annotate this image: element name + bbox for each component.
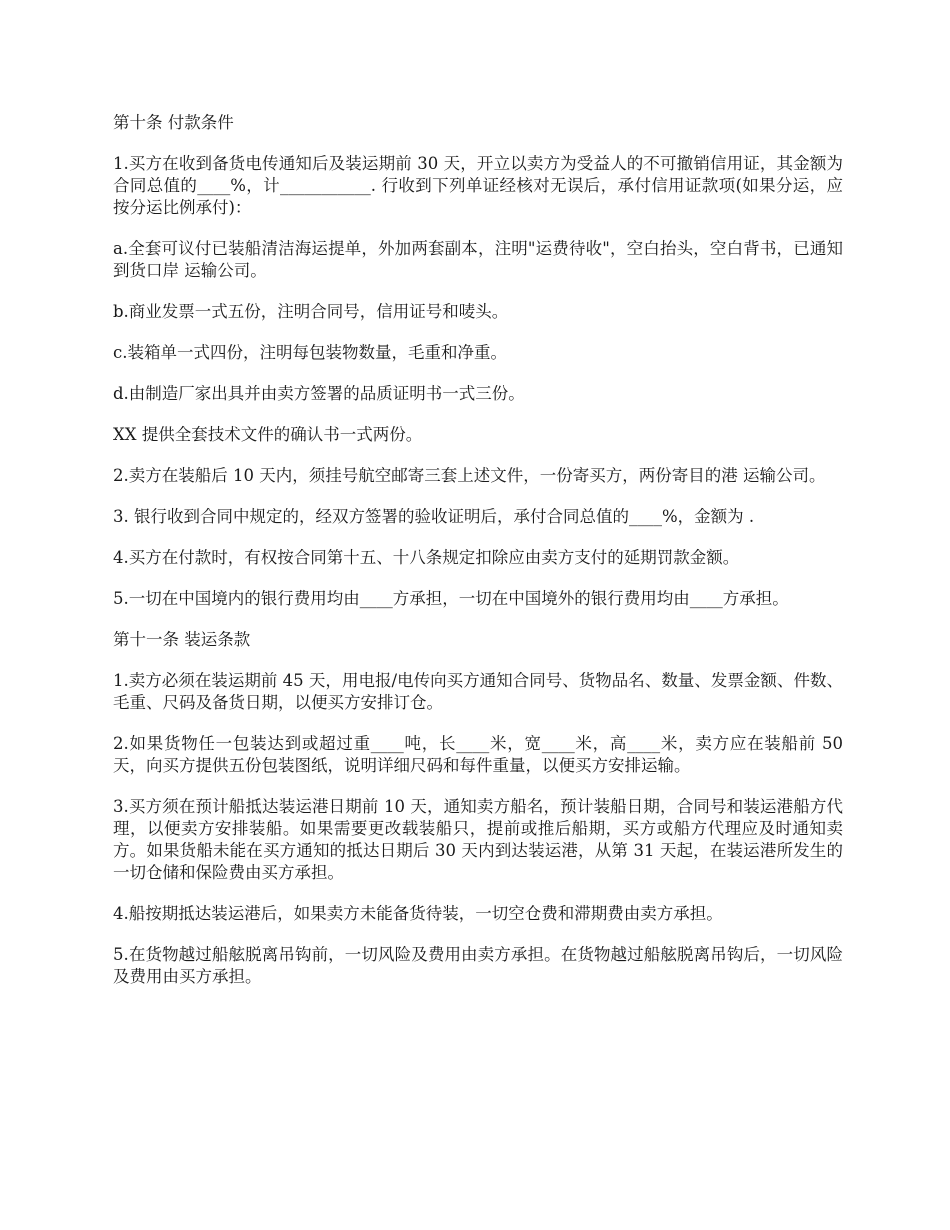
section-heading-article-11: 第十一条 装运条款 bbox=[113, 630, 251, 649]
section-heading-article-10: 第十条 付款条件 bbox=[113, 113, 234, 132]
paragraph-payment-d: d.由制造厂家出具并由卖方签署的品质证明书一式三份。 bbox=[113, 384, 525, 403]
paragraph-payment-1: 1.买方在收到备货电传通知后及装运期前 30 天，开立以卖方为受益人的不可撤销信用证，其金额为合同总值的____%，计___________. 行收到下列单证经核对无误后，承付信用证款项(如果分运，应按分运比例承付)： bbox=[113, 154, 843, 217]
paragraph-shipping-2: 2.如果货物任一包装达到或超过重____吨，长____米，宽____米，高____米，卖方应在装船前 50 天，向买方提供五份包装图纸，说明详细尺码和每件重量，以便买方安排运输。 bbox=[113, 734, 843, 775]
paragraph-payment-2: 2.卖方在装船后 10 天内，须挂号航空邮寄三套上述文件，一份寄买方，两份寄目的港 运输公司。 bbox=[113, 466, 826, 485]
paragraph-payment-a: a.全套可议付已装船清洁海运提单，外加两套副本，注明"运费待收"，空白抬头，空白背书，已通知到货口岸 运输公司。 bbox=[113, 239, 843, 280]
paragraph-payment-5: 5.一切在中国境内的银行费用均由____方承担，一切在中国境外的银行费用均由____方承担。 bbox=[113, 589, 789, 608]
paragraph-shipping-5: 5.在货物越过船舷脱离吊钩前，一切风险及费用由卖方承担。在货物越过船舷脱离吊钩后，一切风险及费用由买方承担。 bbox=[113, 945, 843, 986]
paragraph-payment-xx: XX 提供全套技术文件的确认书一式两份。 bbox=[113, 425, 423, 444]
paragraph-shipping-3: 3.买方须在预计船抵达装运港日期前 10 天，通知卖方船名，预计装船日期，合同号和装运港船方代理，以便卖方安排装船。如果需要更改载装船只，提前或推后船期，买方或船方代理应及时通知卖方。如果货船未能在买方通知的抵达日期后 30 天内到达装运港，从第 31 天起，在装运港所发生的一切仓储和保险费由买方承担。 bbox=[113, 797, 843, 882]
paragraph-payment-b: b.商业发票一式五份，注明合同号，信用证号和唛头。 bbox=[113, 302, 509, 321]
paragraph-payment-c: c.装箱单一式四份，注明每包装物数量，毛重和净重。 bbox=[113, 343, 507, 362]
paragraph-payment-4: 4.买方在付款时，有权按合同第十五、十八条规定扣除应由卖方支付的延期罚款金额。 bbox=[113, 548, 740, 567]
paragraph-payment-3: 3. 银行收到合同中规定的，经双方签署的验收证明后，承付合同总值的____%，金额为 . bbox=[113, 507, 755, 526]
document-body bbox=[113, 112, 843, 1007]
paragraph-shipping-4: 4.船按期抵达装运港后，如果卖方未能备货待装，一切空仓费和滞期费由卖方承担。 bbox=[113, 904, 723, 923]
paragraph-shipping-1: 1.卖方必须在装运期前 45 天，用电报/电传向买方通知合同号、货物品名、数量、发票金额、件数、毛重、尺码及备货日期，以便买方安排订仓。 bbox=[113, 671, 843, 712]
